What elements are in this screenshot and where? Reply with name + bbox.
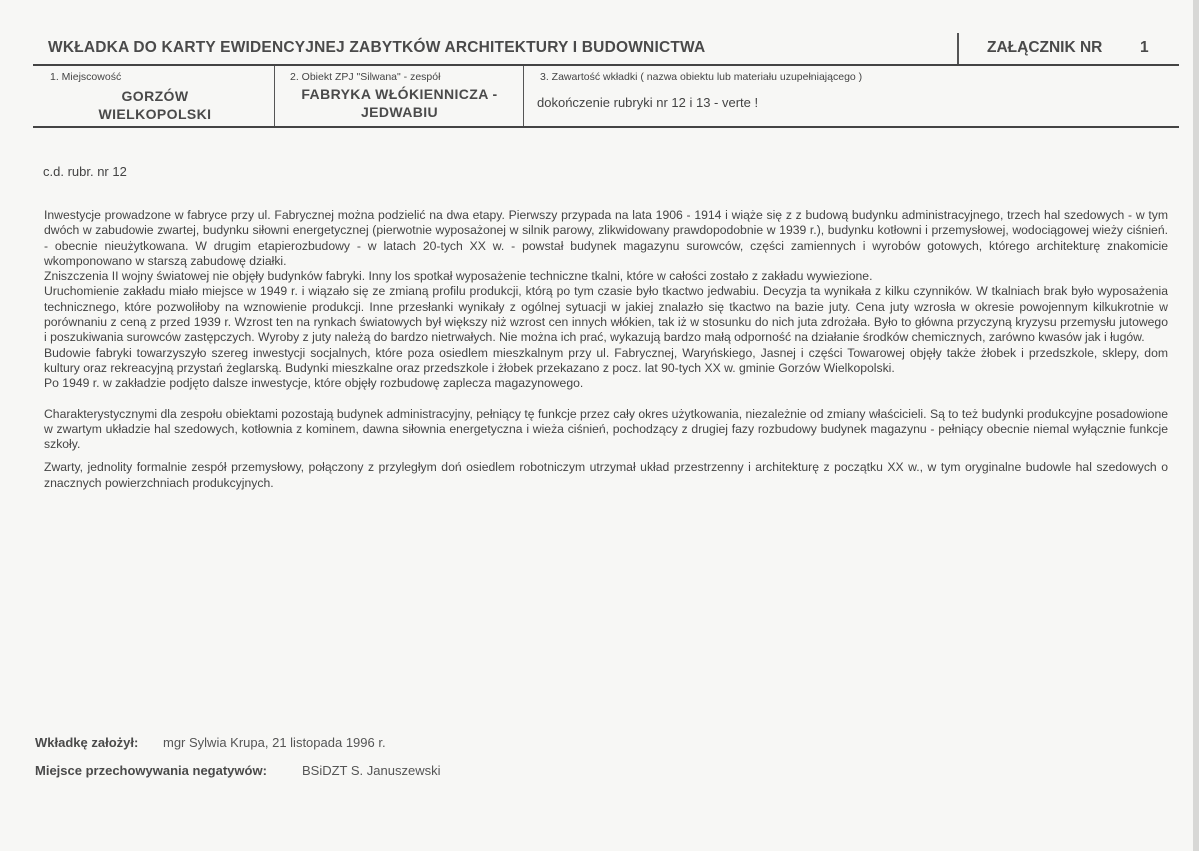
object-line-2: JEDWABIU <box>360 104 439 120</box>
content-label: 3. Zawartość wkładki ( nazwa obiektu lub materiału uzupełniającego ) <box>540 71 863 83</box>
annex-label: ZAŁĄCZNIK NR <box>987 39 1103 56</box>
paragraph: Charakterystycznymi dla zespołu obiektami pozostają budynek administracyjny, pełniący tę funkcje przez cały okres użytkowania, niezależnie od zmiany właścicieli. Są to też budynki produkcyjne posadowione w zwartym układzie hal szedowych, kotłownia z kominem, dawna siłownia energetyczna i wieża ciśnień, pochodzący z drugiej fazy rozbudowy budynek magazynu - pełniący obecnie niemal wyłącznie funkcje szkoły. <box>44 406 1168 452</box>
storage-label: Miejsce przechowywania negatywów: <box>35 763 267 778</box>
page-edge <box>1193 0 1199 851</box>
cell-divider-1 <box>274 66 275 126</box>
paragraph: Uruchomienie zakładu miało miejsce w 1949 r. i wiązało się ze zmianą profilu produkcji, którą po tym czasie było tkactwo jedwabiu. Decyzja ta wynikała z kilku czynników. W tkalniach brak było wyposażenia technicznego, które pozwoliłoby na wznowienie produkcji. Inne przesłanki wynikały z ogólnej sytuacji w jakiej znalazło się tkactwo na bazie juty. Cena juty wzrosła w okresie powojennym kilkukrotnie w porównaniu z ceną z przed 1939 r. Wzrost ten na rynkach światowych był większy niż wzrost cen innych włókien, tak iż w stosunku do nich juta zdrożała. Było to główna przyczyną kryzysu przemysłu jutowego i poszukiwania surowców zastępczych. Wyroby z juty należą do bardzo nietrwałych. Nie można ich prać, wykazują bardzo małą odporność na działanie środków chemicznych, zarówno kwasów jak i ługów. <box>44 284 1168 345</box>
paragraph: Po 1949 r. w zakładzie podjęto dalsze inwestycje, które objęły rozbudowę zaplecza magazynowego. <box>44 376 584 391</box>
form-title: WKŁADKA DO KARTY EWIDENCYJNEJ ZABYTKÓW ARCHITEKTURY I BUDOWNICTWA <box>48 39 706 56</box>
storage-value: BSiDZT S. Januszewski <box>302 763 441 778</box>
annex-number: 1 <box>1140 39 1149 56</box>
paragraph: Inwestycje prowadzone w fabryce przy ul. Fabrycznej można podzielić na dwa etapy. Pierwszy przypada na lata 1906 - 1914 i wiąże się z z budową budynku administracyjnego, trzech hal szedowych - w tym dwóch w zabudowie zwartej, budynku siłowni energetycznej (pierwotnie wyposażonej w silnik parowy, zlikwidowany prawdopodobnie w 1939 r.), budynku kotłowni i przemysłowej, wodociągowej wieży ciśnień. - obecnie nieużytkowana. W drugim etapierozbudowy - w latach 20-tych XX w. - powstał budynek magazynu surowców, części zamiennych i wyrobów gotowych, którego architekturę znakomicie wkomponowano w starszą zabudowę działki. <box>44 208 1168 268</box>
object-label: 2. Obiekt ZPJ "Silwana" - zespół <box>290 71 441 83</box>
author-value: mgr Sylwia Krupa, 21 listopada 1996 r. <box>163 735 386 750</box>
cell-divider-2 <box>523 66 524 126</box>
author-label: Wkładkę założył: <box>35 735 139 750</box>
body-text <box>44 208 1168 491</box>
header-separator <box>957 33 959 65</box>
table-top-rule <box>33 64 1179 66</box>
paragraph: Budowie fabryki towarzyszyło szereg inwestycji socjalnych, które poza osiedlem mieszkalnym przy ul. Fabrycznej, Waryńskiego, Jasnej i części Towarowej objęły także żłobek i przedszkole, sklepy, dom kultury oraz rekreacyjną przystań żeglarską. Budynki mieszkalne oraz przedszkole i żłobek przekazano z pocz. lat 90-tych XX w. gminie Gorzów Wielkopolski. <box>44 345 1168 375</box>
location-line-1: GORZÓW <box>121 88 189 104</box>
location-line-2: WIELKOPOLSKI <box>98 106 212 122</box>
table-bottom-rule <box>33 126 1179 128</box>
object-line-1: FABRYKA WŁÓKIENNICZA - <box>301 86 498 102</box>
content-note: dokończenie rubryki nr 12 i 13 - verte ! <box>537 95 759 110</box>
paragraph: Zniszczenia II wojny światowej nie objęły budynków fabryki. Inny los spotkał wyposażenie techniczne tkalni, które w całości zostało z zakładu wywiezione. <box>44 269 873 284</box>
location-value <box>36 87 274 123</box>
location-label: 1. Miejscowość <box>50 71 122 83</box>
paragraph: Zwarty, jednolity formalnie zespół przemysłowy, połączony z przyległym doń osiedlem robotniczym utrzymał układ przestrzenny i architekturę z początku XX w., w tym oryginalne budowle hal szedowych o znacznych powierzchniach produkcyjnych. <box>44 460 1168 490</box>
continuation-marker: c.d. rubr. nr 12 <box>43 164 127 179</box>
object-value <box>276 85 523 121</box>
